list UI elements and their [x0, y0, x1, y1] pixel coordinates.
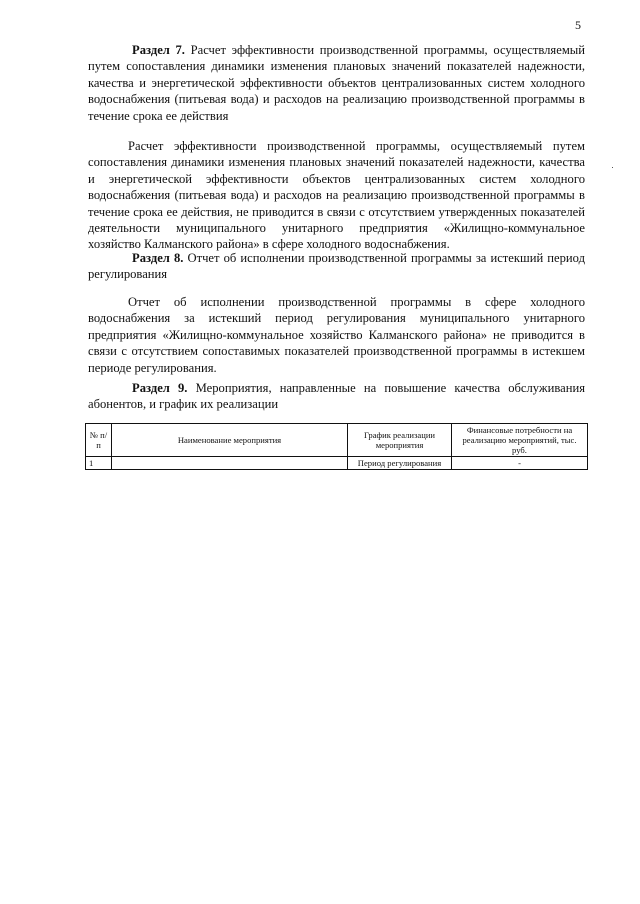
section-7-title: Расчет эффективности производственной программы, осуществляемый путем сопоставления динамики изменения плановых значений показателей надежности, качества и энергетической эффективности объектов централизованных систем холодного водоснабжения (питьевая вода) и расходов на реализацию производственной программы в течение срока ее действия	[88, 43, 585, 123]
section-9-heading	[88, 380, 585, 413]
header-financial-needs: Финансовые потребности на реализацию мероприятий, тыс. руб.	[452, 424, 588, 457]
section-8-heading	[88, 250, 585, 283]
page-number: 5	[575, 18, 581, 32]
section-7-heading	[88, 42, 585, 124]
cell-activity-name	[112, 457, 348, 470]
section-7-label: Раздел 7.	[132, 43, 185, 57]
header-number: № п/п	[86, 424, 112, 457]
section-7-body-block	[88, 138, 585, 253]
header-activity-name: Наименование мероприятия	[112, 424, 348, 457]
section-8-heading-block	[88, 250, 585, 283]
cell-number: 1	[86, 457, 112, 470]
cell-schedule: Период регулирования	[348, 457, 452, 470]
header-schedule: График реализации мероприятия	[348, 424, 452, 457]
section-7-body: Расчет эффективности производственной программы, осуществляемый путем сопоставления динамики изменения плановых значений показателей надежности, качества и энергетической эффективности объектов централизованных систем холодного водоснабжения (питьевая вода) и расходов на реализацию производственной программы в течение срока ее действия, не приводится в связи с отсутствием утвержденных показателей деятельности муниципального унитарного предприятия «Жилищно-коммунальное хозяйство Калманского района» в сфере холодного водоснабжения.	[88, 139, 585, 252]
section-8-body: Отчет об исполнении производственной программы в сфере холодного водоснабжения за истекший период регулирования муниципального унитарного предприятия «Жилищно-коммунальное хозяйство Калманского района» не приводится в связи с отсутствием сопоставимых показателей производственной программы в истекшем периоде регулирования.	[88, 295, 585, 375]
section-8-title: Отчет об исполнении производственной программы за истекший период регулирования	[88, 251, 585, 282]
table-header-row	[86, 424, 588, 457]
section-9-label: Раздел 9.	[132, 381, 188, 395]
section-9-heading-block	[88, 380, 585, 413]
section-9-title: Мероприятия, направленные на повышение качества обслуживания абонентов, и график их реализации	[88, 381, 586, 412]
table-row	[86, 457, 588, 470]
section-8-label: Раздел 8.	[132, 251, 184, 265]
scan-speck	[612, 167, 613, 168]
section-8-body-block	[88, 294, 585, 376]
activities-table	[85, 423, 588, 470]
section-7-heading-block	[88, 42, 585, 124]
cell-financial-needs: -	[452, 457, 588, 470]
